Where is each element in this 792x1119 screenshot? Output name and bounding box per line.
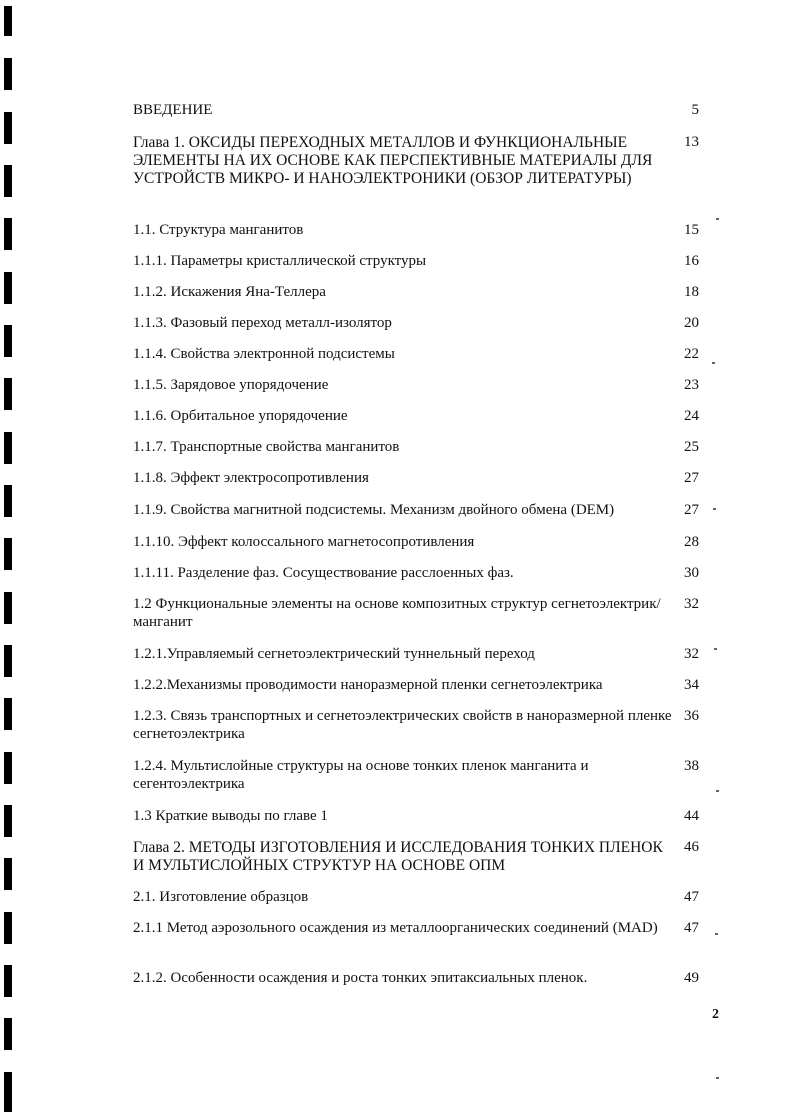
toc-entry-title: 1.1.4. Свойства электронной подсистемы — [133, 346, 395, 362]
toc-entry-title: 1.1.6. Орбитальное упорядочение — [133, 408, 348, 424]
toc-entry-title: 1.1.10. Эффект колоссального магнетосопротивления — [133, 534, 475, 550]
toc-entry[interactable] — [133, 315, 713, 333]
toc-entry[interactable] — [133, 534, 713, 552]
binding-mark — [4, 538, 12, 570]
toc-entry[interactable] — [133, 839, 713, 875]
toc-entry[interactable] — [133, 102, 713, 120]
toc-entry-page: 47 — [684, 889, 699, 905]
toc-entry-page: 30 — [684, 565, 699, 581]
toc-entry[interactable] — [133, 134, 713, 188]
toc-entry-page: 18 — [684, 284, 699, 300]
toc-entry[interactable] — [133, 970, 713, 988]
toc-entry-title: 1.1.7. Транспортные свойства манганитов — [133, 439, 400, 455]
binding-mark — [4, 805, 12, 837]
toc-entry[interactable] — [133, 596, 713, 631]
toc-entry-page: 15 — [684, 222, 699, 238]
toc-entry-page: 32 — [684, 596, 699, 612]
toc-entry-title: 1.1.2. Искажения Яна-Теллера — [133, 284, 326, 300]
toc-entry-title: 1.3 Краткие выводы по главе 1 — [133, 808, 328, 824]
binding-mark — [4, 58, 12, 90]
binding-mark — [4, 112, 12, 144]
binding-mark — [4, 965, 12, 997]
scan-speck — [712, 362, 715, 364]
toc-entry[interactable] — [133, 677, 713, 695]
binding-mark — [4, 645, 12, 677]
toc-entry-title: Глава 1. ОКСИДЫ ПЕРЕХОДНЫХ МЕТАЛЛОВ И ФУНКЦИОНАЛЬНЫЕ ЭЛЕМЕНТЫ НА ИХ ОСНОВЕ КАК ПЕРСПЕКТИВНЫЕ МАТЕРИАЛЫ ДЛЯ УСТРОЙСТВ МИКРО- И НАНОЭЛЕКТРОНИКИ (ОБЗОР ЛИТЕРАТУРЫ) — [133, 134, 653, 187]
toc-entry[interactable] — [133, 346, 713, 364]
binding-mark — [4, 325, 12, 357]
toc-entry[interactable] — [133, 284, 713, 302]
toc-entry[interactable] — [133, 222, 713, 240]
toc-entry[interactable] — [133, 708, 713, 743]
toc-entry-page: 32 — [684, 646, 699, 662]
toc-entry-page: 22 — [684, 346, 699, 362]
toc-entry-page: 47 — [684, 920, 699, 936]
binding-mark — [4, 165, 12, 197]
toc-entry-page: 46 — [684, 839, 699, 855]
toc-entry-title: 1.2.2.Механизмы проводимости наноразмерной пленки сегнетоэлектрика — [133, 677, 603, 693]
toc-entry-page: 36 — [684, 708, 699, 724]
toc-entry-page: 27 — [684, 502, 699, 518]
scan-speck — [714, 648, 717, 650]
toc-entry[interactable] — [133, 253, 713, 271]
scan-speck — [716, 218, 719, 220]
binding-mark — [4, 752, 12, 784]
toc-entry[interactable] — [133, 439, 713, 457]
toc-entry-page: 25 — [684, 439, 699, 455]
toc-entry[interactable] — [133, 646, 713, 664]
toc-entry-title: 1.1.9. Свойства магнитной подсистемы. Механизм двойного обмена (DEM) — [133, 502, 615, 518]
binding-mark — [4, 218, 12, 250]
toc-entry-title: 1.1.3. Фазовый переход металл-изолятор — [133, 315, 392, 331]
toc-entry-page: 28 — [684, 534, 699, 550]
page-number: 2 — [712, 1007, 719, 1022]
toc-entry-page: 23 — [684, 377, 699, 393]
toc-entry-title: 1.2.3. Связь транспортных и сегнетоэлектрических свойств в наноразмерной пленке сегнетоэлектрика — [133, 708, 672, 742]
toc-entry-page: 20 — [684, 315, 699, 331]
toc-entry-page: 38 — [684, 758, 699, 774]
binding-mark — [4, 378, 12, 410]
toc-entry[interactable] — [133, 758, 713, 793]
toc-entry-page: 24 — [684, 408, 699, 424]
scan-speck — [716, 1077, 719, 1079]
toc-entry-title: 1.1.1. Параметры кристаллической структуры — [133, 253, 427, 269]
toc-entry[interactable] — [133, 565, 713, 583]
scan-speck — [715, 933, 718, 935]
toc-entry[interactable] — [133, 470, 713, 488]
toc-entry-title: 2.1. Изготовление образцов — [133, 889, 309, 905]
scan-binding-marks — [0, 0, 16, 1119]
toc-entry[interactable] — [133, 502, 713, 520]
toc-entry-page: 13 — [684, 134, 699, 150]
binding-mark — [4, 272, 12, 304]
binding-mark — [4, 1072, 12, 1112]
toc-entry-title: ВВЕДЕНИЕ — [133, 102, 213, 118]
toc-entry-title: 1.2.4. Мультислойные структуры на основе тонких пленок манганита и сегентоэлектрика — [133, 758, 589, 792]
toc-entry-title: Глава 2. МЕТОДЫ ИЗГОТОВЛЕНИЯ И ИССЛЕДОВАНИЯ ТОНКИХ ПЛЕНОК И МУЛЬТИСЛОЙНЫХ СТРУКТУР НА ОСНОВЕ ОПМ — [133, 839, 663, 874]
toc-entry-title: 2.1.1 Метод аэрозольного осаждения из металлоорганических соединений (MAD) — [133, 920, 658, 936]
toc-entry[interactable] — [133, 377, 713, 395]
toc-entry-page: 44 — [684, 808, 699, 824]
toc-entry-page: 27 — [684, 470, 699, 486]
binding-mark — [4, 1018, 12, 1050]
scan-speck — [716, 790, 719, 792]
binding-mark — [4, 432, 12, 464]
toc-entry-title: 1.2.1.Управляемый сегнетоэлектрический туннельный переход — [133, 646, 535, 662]
toc-entry-page: 16 — [684, 253, 699, 269]
binding-mark — [4, 485, 12, 517]
toc-entry[interactable] — [133, 408, 713, 426]
toc-entry-title: 1.2 Функциональные элементы на основе композитных структур сегнетоэлектрик/манганит — [133, 596, 661, 630]
binding-mark — [4, 592, 12, 624]
toc-entry-page: 49 — [684, 970, 699, 986]
toc-entry[interactable] — [133, 920, 713, 938]
toc-entry[interactable] — [133, 808, 713, 826]
toc-entry-title: 1.1.5. Зарядовое упорядочение — [133, 377, 329, 393]
toc-entry-title: 1.1. Структура манганитов — [133, 222, 304, 238]
toc-entry-title: 1.1.8. Эффект электросопротивления — [133, 470, 369, 486]
binding-mark — [4, 6, 12, 36]
binding-mark — [4, 912, 12, 944]
toc-entry-title: 2.1.2. Особенности осаждения и роста тонких эпитаксиальных пленок. — [133, 970, 588, 986]
binding-mark — [4, 698, 12, 730]
toc-entry-title: 1.1.11. Разделение фаз. Сосуществование расслоенных фаз. — [133, 565, 514, 581]
binding-mark — [4, 858, 12, 890]
toc-entry-page: 34 — [684, 677, 699, 693]
toc-entry-page: 5 — [691, 102, 699, 118]
scan-speck — [713, 508, 716, 510]
toc-entry[interactable] — [133, 889, 713, 907]
